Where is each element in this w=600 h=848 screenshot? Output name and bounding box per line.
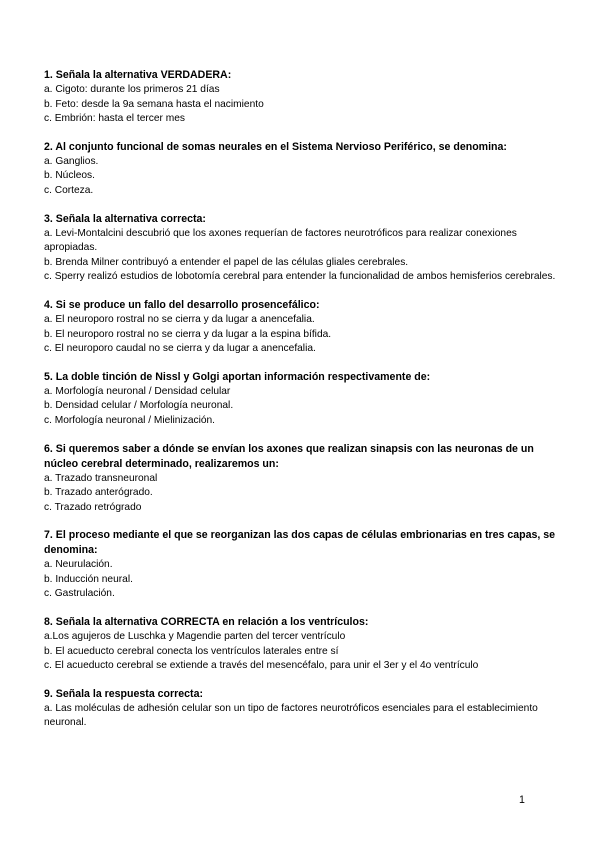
- option-a: a. Levi-Montalcini descubrió que los axones requerían de factores neurotróficos para realizar conexiones apropiadas.: [44, 227, 517, 254]
- page-number: 1: [519, 794, 525, 806]
- option-c: c. Embrión: hasta el tercer mes: [44, 113, 185, 125]
- option-a: a.Los agujeros de Luschka y Magendie parten del tercer ventrículo: [44, 631, 346, 643]
- question-title: 6. Si queremos saber a dónde se envían los axones que realizan sinapsis con las neuronas de un núcleo cerebral determinado, realizaremos un:: [44, 442, 534, 470]
- question-6: [44, 442, 564, 516]
- question-title: 4. Si se produce un fallo del desarrollo prosencefálico:: [44, 298, 320, 311]
- question-1: [44, 68, 564, 127]
- question-title: 3. Señala la alternativa correcta:: [44, 212, 206, 225]
- option-c: c. Corteza.: [44, 184, 94, 196]
- option-b: b. Inducción neural.: [44, 573, 133, 585]
- option-c: c. Trazado retrógrado: [44, 501, 142, 513]
- option-c: c. El neuroporo caudal no se cierra y da lugar a anencefalia.: [44, 343, 316, 355]
- option-c: c. Sperry realizó estudios de lobotomía cerebral para entender la funcionalidad de ambos hemisferios cerebrales.: [44, 271, 556, 283]
- option-a: a. Neurulación.: [44, 559, 113, 571]
- option-a: a. Trazado transneuronal: [44, 472, 158, 484]
- option-b: b. Trazado anterógrado.: [44, 487, 153, 499]
- option-c: c. El acueducto cerebral se extiende a través del mesencéfalo, para unir el 3er y el 4o ventrículo: [44, 660, 479, 672]
- question-title: 8. Señala la alternativa CORRECTA en relación a los ventrículos:: [44, 616, 369, 629]
- question-title: 9. Señala la respuesta correcta:: [44, 687, 203, 700]
- option-a: a. El neuroporo rostral no se cierra y da lugar a anencefalia.: [44, 313, 315, 325]
- question-title: 2. Al conjunto funcional de somas neurales en el Sistema Nervioso Periférico, se denomina:: [44, 140, 507, 153]
- option-a: a. Las moléculas de adhesión celular son un tipo de factores neurotróficos esenciales para el establecimiento neuronal.: [44, 702, 538, 729]
- option-c: c. Morfología neuronal / Mielinización.: [44, 414, 216, 426]
- option-c: c. Gastrulación.: [44, 588, 115, 600]
- option-b: b. Brenda Milner contribuyó a entender el papel de las células gliales cerebrales.: [44, 256, 409, 268]
- option-b: b. Densidad celular / Morfología neuronal.: [44, 400, 234, 412]
- question-9: [44, 687, 564, 731]
- option-b: b. Núcleos.: [44, 170, 95, 182]
- option-b: b. El neuroporo rostral no se cierra y da lugar a la espina bífida.: [44, 328, 332, 340]
- question-title: 5. La doble tinción de Nissl y Golgi aportan información respectivamente de:: [44, 370, 431, 383]
- question-title: 1. Señala la alternativa VERDADERA:: [44, 69, 232, 81]
- option-b: b. El acueducto cerebral conecta los ventrículos laterales entre sí: [44, 645, 339, 657]
- document-page: [44, 68, 564, 744]
- option-a: a. Ganglios.: [44, 155, 99, 167]
- question-3: [44, 212, 564, 285]
- question-2: [44, 140, 564, 199]
- question-4: [44, 298, 564, 357]
- question-5: [44, 370, 564, 429]
- option-b: b. Feto: desde la 9a semana hasta el nacimiento: [44, 98, 264, 110]
- option-a: a. Cigoto: durante los primeros 21 días: [44, 84, 220, 95]
- question-7: [44, 528, 564, 602]
- question-title: 7. El proceso mediante el que se reorganizan las dos capas de células embrionarias en tres capas, se denomina:: [44, 529, 556, 557]
- option-a: a. Morfología neuronal / Densidad celular: [44, 385, 231, 397]
- question-8: [44, 615, 564, 674]
